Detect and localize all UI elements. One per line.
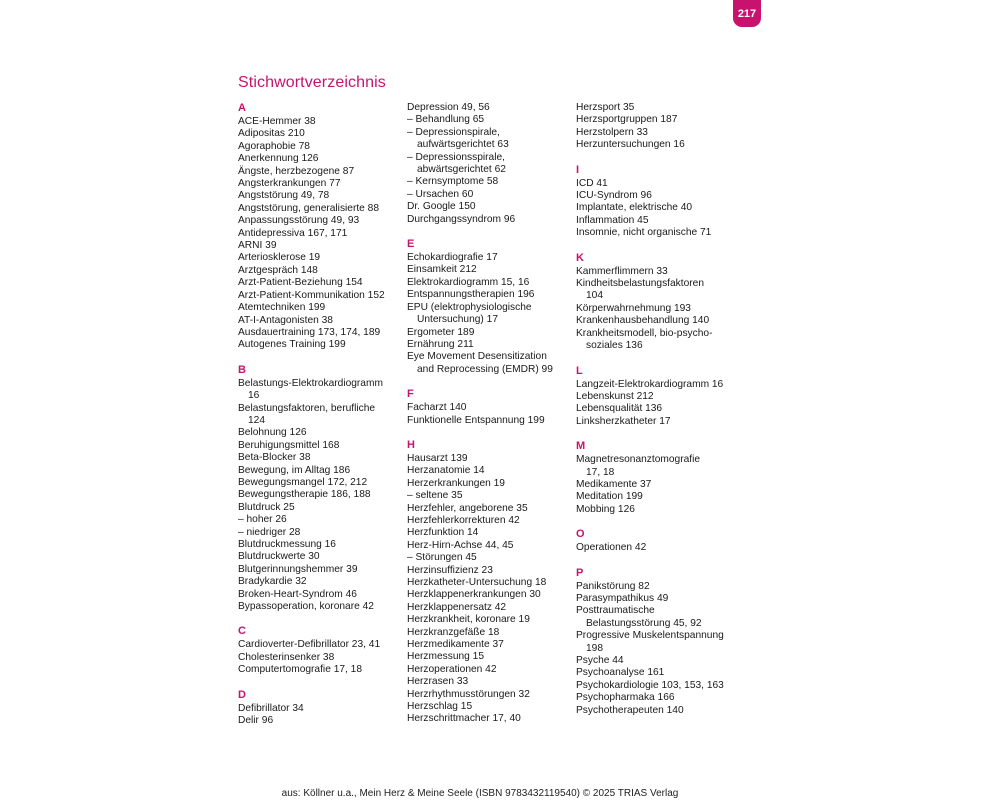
index-entry: Herzfehlerkorrekturen 42 bbox=[407, 514, 520, 526]
index-entry: Herzkrankheit, koronare 19 bbox=[407, 614, 530, 626]
footer-citation: aus: Köllner u.a., Mein Herz & Meine Seele (ISBN 9783432119540) © 2025 TRIAS Verlag bbox=[281, 788, 679, 799]
index-entry: and Reprocessing (EMDR) 99 bbox=[417, 363, 553, 375]
index-entry: Anpassungsstörung 49, 93 bbox=[238, 215, 360, 227]
index-entry: Bradykardie 32 bbox=[238, 576, 307, 588]
index-entry: Angsterkrankungen 77 bbox=[238, 178, 341, 190]
index-entry: Broken-Heart-Syndrom 46 bbox=[238, 588, 357, 600]
index-entry: – Depressionsspirale, bbox=[407, 151, 505, 163]
index-entry: Herzuntersuchungen 16 bbox=[576, 139, 685, 151]
index-entry: Blutdruckmessung 16 bbox=[238, 539, 336, 550]
index-section bbox=[238, 364, 406, 614]
section-letter: B bbox=[238, 363, 246, 376]
index-entry: Lebensqualität 136 bbox=[576, 403, 663, 415]
index-entry: 198 bbox=[586, 642, 603, 654]
index-section bbox=[576, 365, 744, 429]
index-entry: EPU (elektrophysiologische bbox=[407, 301, 532, 313]
index-entry: Herzmessung 15 bbox=[407, 651, 485, 663]
index-entry: ARNI 39 bbox=[238, 240, 277, 252]
index-entry: Angststörung, generalisierte 88 bbox=[238, 202, 380, 214]
index-section bbox=[407, 388, 575, 427]
index-entry: Antidepressiva 167, 171 bbox=[238, 227, 348, 239]
index-section bbox=[407, 439, 575, 726]
index-entry: Hausarzt 139 bbox=[407, 452, 468, 464]
index-entry: Bewegungstherapie 186, 188 bbox=[238, 489, 371, 501]
index-entry: – seltene 35 bbox=[407, 490, 463, 502]
index-entry: Meditation 199 bbox=[576, 491, 643, 503]
index-entry: Beruhigungsmittel 168 bbox=[238, 439, 340, 451]
index-entry: Elektrokardiogramm 15, 16 bbox=[407, 276, 530, 288]
index-entry: ACE-Hemmer 38 bbox=[238, 116, 316, 127]
index-section bbox=[238, 625, 406, 676]
index-entry: – Störungen 45 bbox=[407, 552, 477, 564]
index-entry: Cardioverter-Defibrillator 23, 41 bbox=[238, 639, 381, 651]
index-entry: Arzt-Patient-Kommunikation 152 bbox=[238, 289, 385, 301]
index-entry: Parasympathikus 49 bbox=[576, 592, 669, 604]
index-entry: Adipositas 210 bbox=[238, 128, 305, 140]
index-entry: Arztgespräch 148 bbox=[238, 264, 318, 276]
index-entry: Ernährung 211 bbox=[407, 338, 474, 350]
index-entry: Herzanatomie 14 bbox=[407, 465, 485, 477]
index-entry: Körperwahrnehmung 193 bbox=[576, 302, 691, 314]
index-entry: Herzinsuffizienz 23 bbox=[407, 564, 493, 576]
index-entry: 16 bbox=[248, 390, 260, 402]
index-entry: Autogenes Training 199 bbox=[238, 339, 346, 351]
index-entry: Beta-Blocker 38 bbox=[238, 452, 311, 464]
index-entry: – niedriger 28 bbox=[238, 526, 301, 538]
index-section bbox=[407, 102, 575, 226]
index-entry: Herz-Hirn-Achse 44, 45 bbox=[407, 539, 514, 551]
index-entry: Panikstörung 82 bbox=[576, 580, 650, 592]
index-entry: Krankheitsmodell, bio-psycho- bbox=[576, 327, 713, 339]
index-entry: Implantate, elektrische 40 bbox=[576, 202, 693, 214]
index-entry: Kammerflimmern 33 bbox=[576, 265, 668, 277]
index-entry: 104 bbox=[586, 290, 603, 302]
index-section bbox=[238, 689, 406, 728]
index-entry: Cholesterinsenker 38 bbox=[238, 651, 335, 663]
index-entry: Eye Movement Desensitization bbox=[407, 351, 547, 363]
index-entry: Lebenskunst 212 bbox=[576, 390, 654, 402]
index-entry: Belastungsstörung 45, 92 bbox=[586, 617, 702, 629]
index-entry: Belastungs-Elektrokardiogramm bbox=[238, 377, 383, 389]
index-entry: aufwärtsgerichtet 63 bbox=[417, 139, 509, 151]
index-entry: Psychokardiologie 103, 153, 163 bbox=[576, 679, 724, 691]
index-entry: Ängste, herzbezogene 87 bbox=[238, 165, 355, 177]
index-entry: Linksherzkatheter 17 bbox=[576, 415, 671, 427]
index-entry: Entspannungstherapien 196 bbox=[407, 289, 535, 301]
index-section bbox=[576, 252, 744, 353]
index-entry: Blutdruckwerte 30 bbox=[238, 551, 320, 563]
index-entry: Herzsportgruppen 187 bbox=[576, 114, 678, 126]
section-letter: L bbox=[576, 364, 583, 377]
section-letter: F bbox=[407, 388, 414, 401]
index-entry: 124 bbox=[248, 414, 265, 426]
index-entry: Krankenhausbehandlung 140 bbox=[576, 315, 710, 327]
index-entry: Atemtechniken 199 bbox=[238, 302, 326, 314]
index-entry: Durchgangssyndrom 96 bbox=[407, 213, 516, 225]
section-letter: I bbox=[576, 163, 580, 176]
index-section bbox=[407, 238, 575, 376]
index-column-2 bbox=[407, 102, 575, 738]
index-entry: Anerkennung 126 bbox=[238, 153, 319, 165]
index-entry: Herzstolpern 33 bbox=[576, 126, 648, 138]
index-entry: – hoher 26 bbox=[238, 514, 287, 526]
index-section bbox=[576, 102, 744, 152]
index-entry: Delir 96 bbox=[238, 715, 274, 727]
index-entry: Einsamkeit 212 bbox=[407, 264, 477, 276]
index-section bbox=[576, 528, 744, 554]
index-entry: Arteriosklerose 19 bbox=[238, 252, 321, 264]
index-entry: AT-I-Antagonisten 38 bbox=[238, 314, 333, 326]
index-entry: abwärtsgerichtet 62 bbox=[417, 164, 506, 176]
section-letter: O bbox=[576, 528, 585, 541]
index-entry: Agoraphobie 78 bbox=[238, 140, 310, 152]
section-letter: P bbox=[576, 566, 584, 579]
index-entry: Untersuchung) 17 bbox=[417, 314, 498, 326]
index-entry: Magnetresonanztomografie bbox=[576, 454, 701, 466]
index-entry: Facharzt 140 bbox=[407, 402, 467, 414]
index-entry: Psyche 44 bbox=[576, 655, 624, 666]
index-entry: Herzklappenersatz 42 bbox=[407, 601, 507, 613]
index-entry: Herzschrittmacher 17, 40 bbox=[407, 713, 521, 725]
index-section bbox=[576, 440, 744, 516]
page-title: Stichwortverzeichnis bbox=[238, 74, 386, 91]
index-entry: Blutgerinnungshemmer 39 bbox=[238, 563, 358, 575]
section-letter: E bbox=[407, 238, 415, 251]
index-entry: – Behandlung 65 bbox=[407, 114, 485, 126]
index-entry: Herzfehler, angeborene 35 bbox=[407, 502, 528, 514]
index-entry: Posttraumatische bbox=[576, 605, 655, 617]
index-entry: Mobbing 126 bbox=[576, 503, 635, 515]
index-entry: Herzkatheter-Untersuchung 18 bbox=[407, 577, 547, 588]
index-section bbox=[238, 102, 406, 352]
index-entry: Herzoperationen 42 bbox=[407, 663, 497, 675]
index-entry: Progressive Muskelentspannung bbox=[576, 630, 724, 642]
index-entry: Psychotherapeuten 140 bbox=[576, 704, 684, 716]
index-entry: Herzsport 35 bbox=[576, 102, 635, 113]
index-entry: Herzmedikamente 37 bbox=[407, 639, 504, 651]
index-entry: Operationen 42 bbox=[576, 542, 647, 554]
index-entry: – Ursachen 60 bbox=[407, 188, 474, 200]
index-section bbox=[576, 567, 744, 717]
index-entry: Insomnie, nicht organische 71 bbox=[576, 227, 712, 239]
index-entry: Herzschlag 15 bbox=[407, 701, 473, 713]
index-column-3 bbox=[576, 102, 744, 729]
index-entry: Herzrhythmusstörungen 32 bbox=[407, 688, 530, 700]
index-entry: Blutdruck 25 bbox=[238, 501, 295, 513]
index-entry: Herzklappenerkrankungen 30 bbox=[407, 589, 541, 601]
index-entry: Funktionelle Entspannung 199 bbox=[407, 414, 545, 426]
index-entry: Herzfunktion 14 bbox=[407, 527, 479, 539]
section-letter: C bbox=[238, 625, 246, 638]
section-letter: A bbox=[238, 102, 246, 114]
index-entry: Computertomografie 17, 18 bbox=[238, 664, 363, 676]
index-entry: Bewegungsmangel 172, 212 bbox=[238, 476, 368, 488]
index-entry: Psychoanalyse 161 bbox=[576, 667, 665, 679]
index-entry: Bewegung, im Alltag 186 bbox=[238, 464, 351, 476]
index-entry: Angststörung 49, 78 bbox=[238, 190, 330, 202]
index-entry: Herzerkrankungen 19 bbox=[407, 477, 505, 489]
index-entry: Kindheitsbelastungsfaktoren bbox=[576, 278, 704, 290]
index-entry: Psychopharmaka 166 bbox=[576, 692, 675, 704]
index-entry: soziales 136 bbox=[586, 340, 643, 352]
index-entry: Depression 49, 56 bbox=[407, 102, 490, 113]
index-entry: Echokardiografie 17 bbox=[407, 252, 498, 264]
index-entry: Ausdauertraining 173, 174, 189 bbox=[238, 326, 381, 338]
index-entry: Bypassoperation, koronare 42 bbox=[238, 601, 374, 613]
index-entry: Inflammation 45 bbox=[576, 214, 649, 226]
section-letter: D bbox=[238, 688, 246, 701]
index-entry: – Kernsymptome 58 bbox=[407, 176, 499, 188]
index-entry: – Depressionspirale, bbox=[407, 126, 500, 138]
index-column-1 bbox=[238, 102, 406, 739]
index-entry: Arzt-Patient-Beziehung 154 bbox=[238, 277, 363, 289]
index-entry: Herzkranzgefäße 18 bbox=[407, 626, 500, 638]
index-entry: Ergometer 189 bbox=[407, 326, 475, 338]
index-entry: 17, 18 bbox=[586, 466, 615, 478]
index-entry: ICU-Syndrom 96 bbox=[576, 190, 652, 202]
page-number-badge: 217 bbox=[733, 0, 761, 27]
index-entry: Defibrillator 34 bbox=[238, 702, 304, 714]
index-entry: Belastungsfaktoren, berufliche bbox=[238, 402, 376, 414]
section-letter: M bbox=[576, 440, 586, 453]
index-entry: Medikamente 37 bbox=[576, 478, 652, 490]
index-entry: ICD 41 bbox=[576, 177, 608, 189]
index-entry: Langzeit-Elektrokardiogramm 16 bbox=[576, 378, 724, 390]
index-section bbox=[576, 164, 744, 240]
section-letter: H bbox=[407, 438, 415, 451]
index-entry: Dr. Google 150 bbox=[407, 201, 476, 213]
section-letter: K bbox=[576, 251, 584, 264]
index-entry: Herzrasen 33 bbox=[407, 676, 469, 688]
index-entry: Belohnung 126 bbox=[238, 427, 307, 439]
